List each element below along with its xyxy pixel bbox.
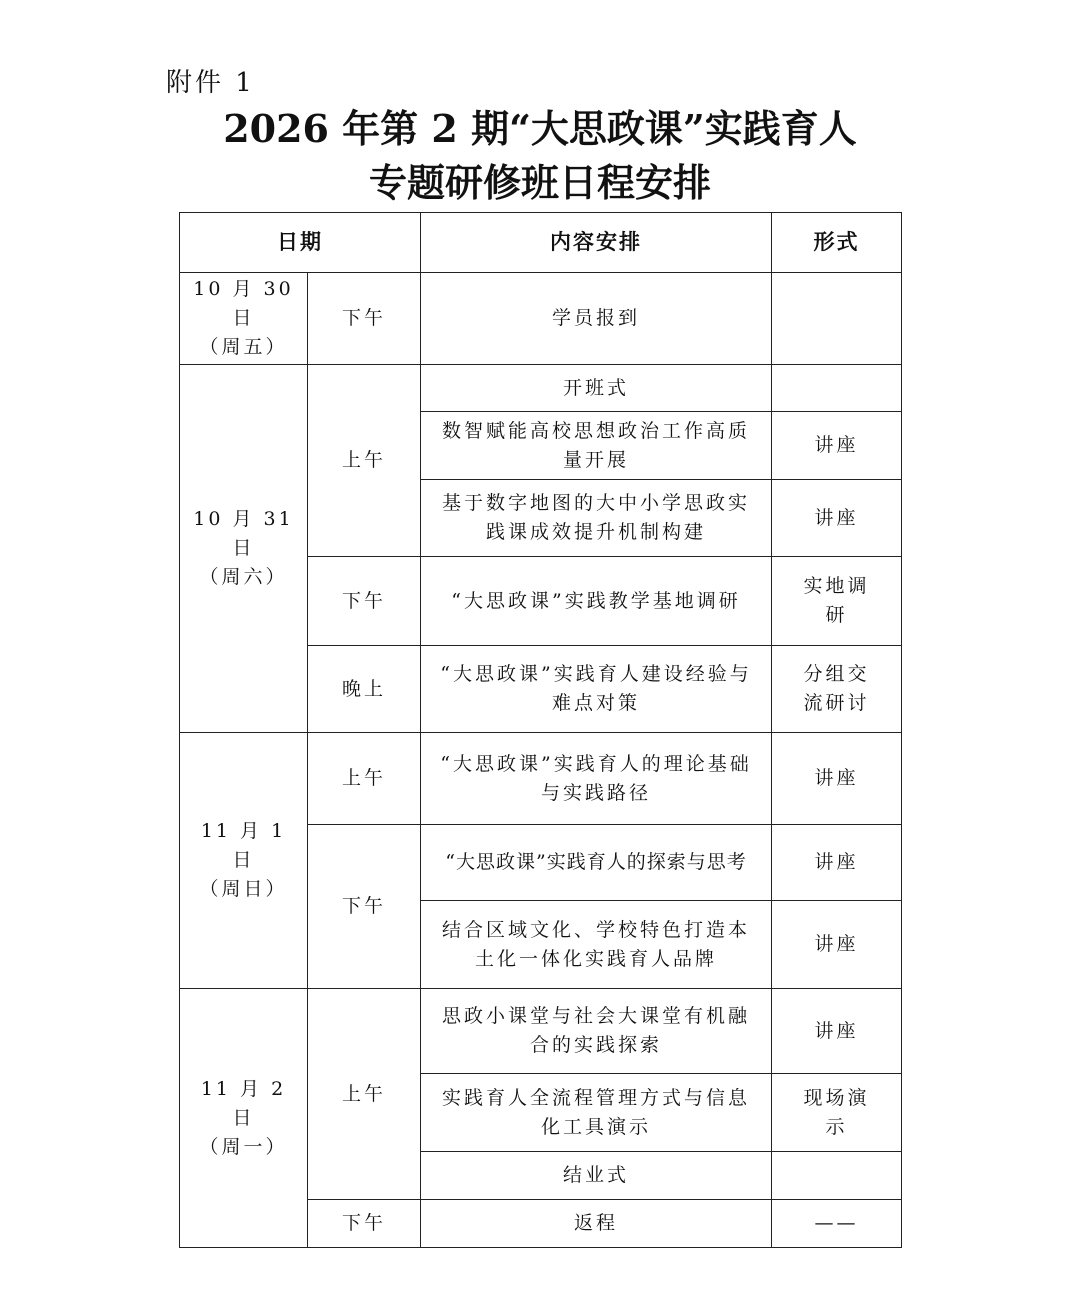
format-cell: 讲座 (772, 412, 902, 480)
header-format: 形式 (772, 213, 902, 273)
day-date: 11 月 1 日 (200, 820, 287, 871)
content-cell: “大思政课”实践教学基地调研 (421, 557, 772, 646)
table-row (180, 989, 902, 1074)
content-cell: 数智赋能高校思想政治工作高质量开展 (421, 412, 772, 480)
content-cell: “大思政课”实践育人建设经验与难点对策 (421, 646, 772, 733)
content-cell: 基于数字地图的大中小学思政实践课成效提升机制构建 (421, 480, 772, 557)
day-cell (180, 365, 308, 733)
format-cell: 讲座 (772, 480, 902, 557)
day-cell (180, 989, 308, 1248)
format-cell: 讲座 (772, 901, 902, 989)
day-date: 10 月 30 日 (193, 278, 294, 329)
table-row (180, 273, 902, 365)
content-cell: 结业式 (421, 1152, 772, 1200)
day-cell (180, 733, 308, 989)
period-cell: 下午 (308, 1200, 421, 1248)
format-cell: —— (772, 1200, 902, 1248)
table-row (180, 733, 902, 825)
page-title-line-2: 专题研修班日程安排 (368, 160, 711, 205)
content-cell: 结合区域文化、学校特色打造本土化一体化实践育人品牌 (421, 901, 772, 989)
day-date: 10 月 31 日 (193, 508, 294, 559)
period-cell: 晚上 (308, 646, 421, 733)
format-cell: 讲座 (772, 989, 902, 1074)
content-cell: “大思政课”实践育人的理论基础与实践路径 (421, 733, 772, 825)
header-date: 日期 (180, 213, 421, 273)
content-cell: “大思政课”实践育人的探索与思考 (421, 825, 772, 901)
period-cell: 下午 (308, 825, 421, 989)
content-cell: 返程 (421, 1200, 772, 1248)
day-weekday: （周六） (199, 566, 288, 588)
period-cell: 下午 (308, 273, 421, 365)
table-row (180, 365, 902, 412)
format-cell: 现场演示 (772, 1074, 902, 1152)
content-cell: 开班式 (421, 365, 772, 412)
day-weekday: （周五） (199, 336, 288, 358)
period-cell: 上午 (308, 989, 421, 1200)
period-cell: 下午 (308, 557, 421, 646)
day-date: 11 月 2 日 (200, 1077, 287, 1129)
content-cell: 实践育人全流程管理方式与信息化工具演示 (421, 1074, 772, 1152)
content-cell: 学员报到 (421, 273, 772, 365)
format-cell (772, 273, 902, 365)
period-cell: 上午 (308, 365, 421, 557)
format-cell: 讲座 (772, 733, 902, 825)
header-content: 内容安排 (421, 213, 772, 273)
table-header-row (180, 213, 902, 273)
content-cell: 思政小课堂与社会大课堂有机融合的实践探索 (421, 989, 772, 1074)
day-weekday: （周日） (199, 878, 288, 900)
page-title-line-1: 2026 年第 2 期“大思政课”实践育人 (223, 106, 857, 151)
schedule-table (179, 212, 902, 1248)
day-weekday: （周一） (199, 1135, 288, 1158)
format-cell (772, 1152, 902, 1200)
period-cell: 上午 (308, 733, 421, 825)
format-cell: 讲座 (772, 825, 902, 901)
format-cell: 分组交流研讨 (772, 646, 902, 733)
attachment-label: 附件 1 (166, 68, 255, 98)
day-cell (180, 273, 308, 365)
format-cell (772, 365, 902, 412)
format-cell: 实地调研 (772, 557, 902, 646)
